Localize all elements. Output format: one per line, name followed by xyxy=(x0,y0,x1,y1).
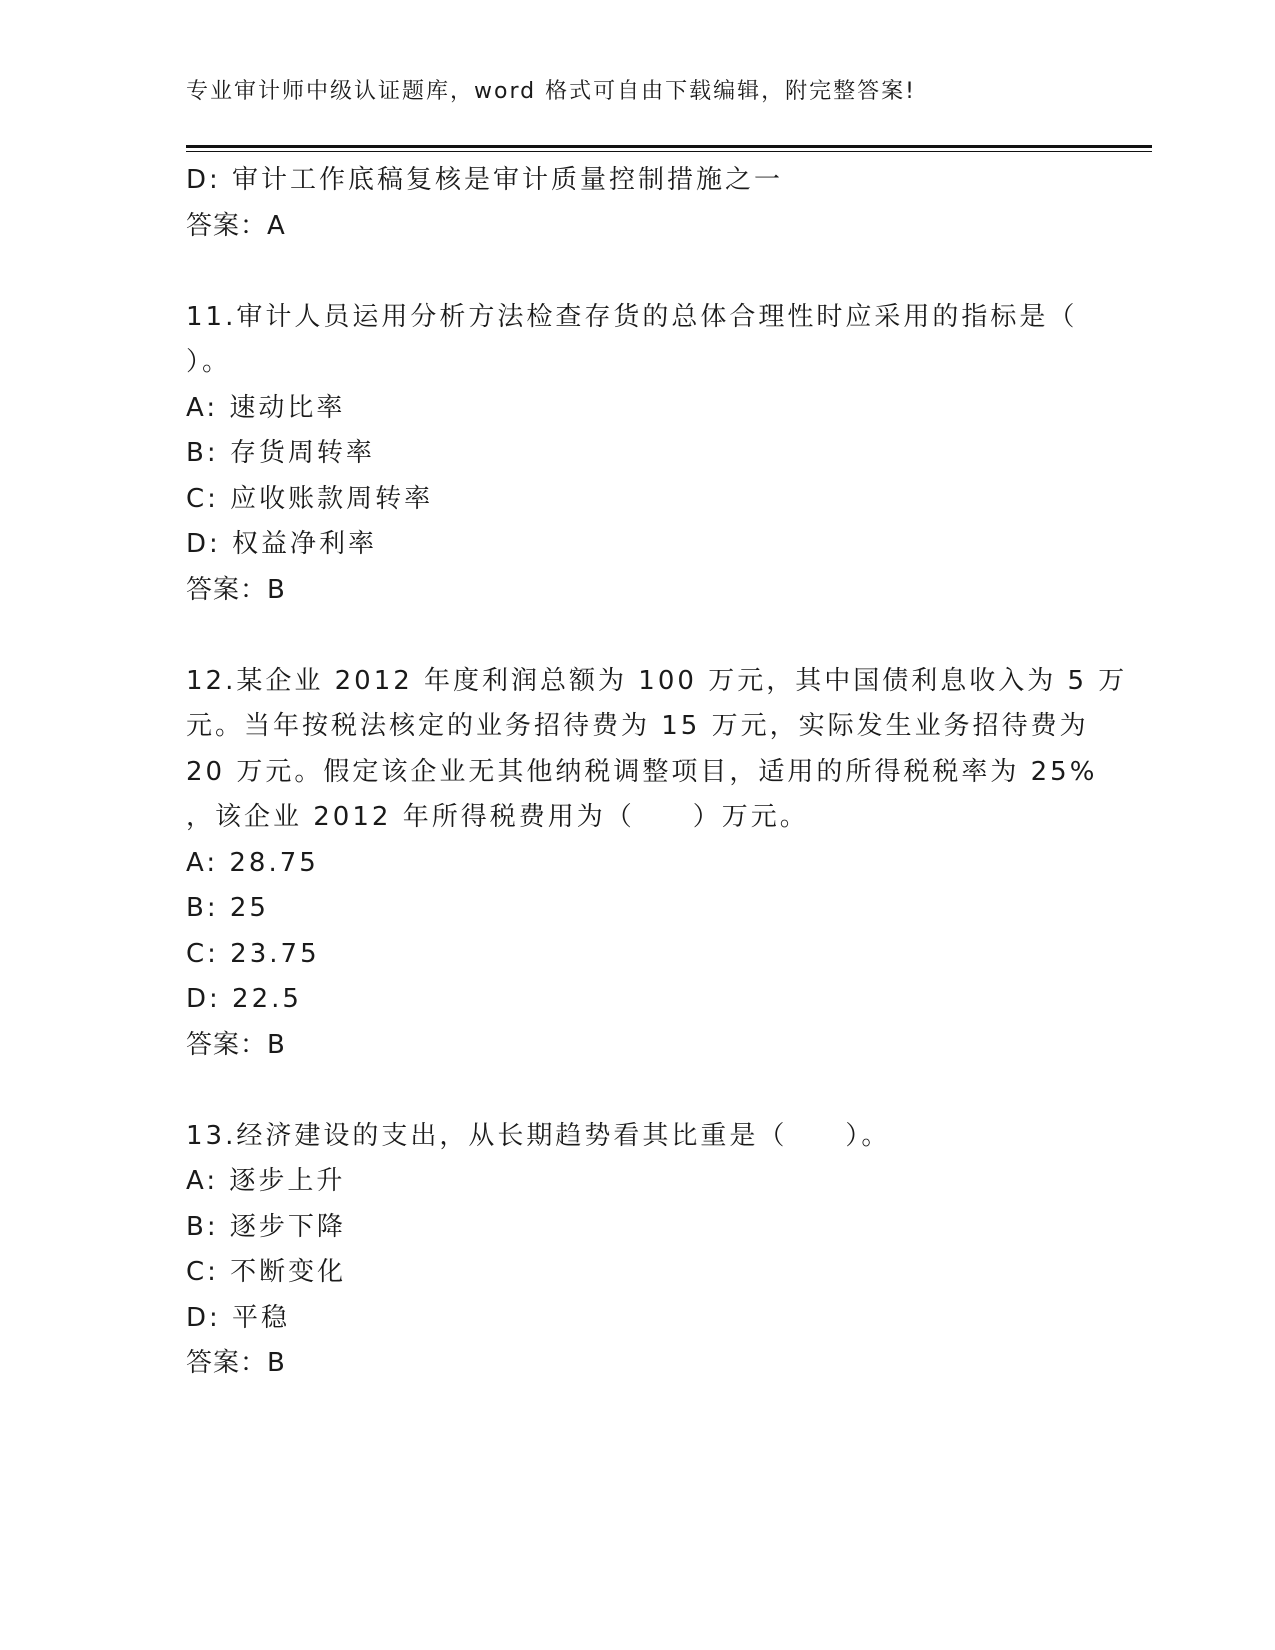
option-b: B: 25 xyxy=(186,893,269,923)
question-stem-line: 11.审计人员运用分析方法检查存货的总体合理性时应采用的指标是（ xyxy=(186,301,1078,332)
question-11 xyxy=(186,295,1086,614)
answer: 答案：B xyxy=(186,574,286,605)
header-rule-thin xyxy=(186,151,1152,152)
question-stem-line: ）。 xyxy=(186,347,232,377)
option-c: C: 不断变化 xyxy=(186,1257,347,1287)
question-12 xyxy=(186,659,1128,1069)
header-note: 专业审计师中级认证题库，word 格式可自由下载编辑，附完整答案! xyxy=(186,79,916,104)
header-rule-thick xyxy=(186,145,1152,148)
option-c: C: 应收账款周转率 xyxy=(186,483,434,514)
option-b: B: 逐步下降 xyxy=(186,1211,346,1242)
answer: 答案：B xyxy=(186,1348,286,1378)
question-stem-line: 20 万元。假定该企业无其他纳税调整项目，适用的所得税税率为 25% xyxy=(186,756,1098,787)
option-d: D: 平稳 xyxy=(186,1302,291,1333)
question-content xyxy=(186,158,1128,1387)
spacer xyxy=(186,249,1086,295)
question-stem-line: 13.经济建设的支出，从长期趋势看其比重是（ ）。 xyxy=(186,1120,891,1151)
spacer xyxy=(186,1068,1086,1114)
answer: 答案：B xyxy=(186,1029,286,1060)
option-b: B: 存货周转率 xyxy=(186,438,375,468)
prev-option-d: D: 审计工作底稿复核是审计质量控制措施之一 xyxy=(186,165,784,195)
option-a: A: 28.75 xyxy=(186,847,319,878)
prev-answer: 答案：A xyxy=(186,210,286,241)
option-a: A: 逐步上升 xyxy=(186,1166,346,1196)
spacer xyxy=(186,613,1086,659)
question-stem-line: 元。当年按税法核定的业务招待费为 15 万元，实际发生业务招待费为 xyxy=(186,711,1089,741)
option-d: D: 权益净利率 xyxy=(186,529,378,559)
option-a: A: 速动比率 xyxy=(186,392,346,423)
option-d: D: 22.5 xyxy=(186,984,302,1014)
question-13 xyxy=(186,1114,1086,1387)
question-stem-line: ，该企业 2012 年所得税费用为（ ）万元。 xyxy=(186,802,809,832)
option-c: C: 23.75 xyxy=(186,938,320,969)
question-stem-line: 12.某企业 2012 年度利润总额为 100 万元，其中国债利息收入为 5 万 xyxy=(186,665,1128,696)
